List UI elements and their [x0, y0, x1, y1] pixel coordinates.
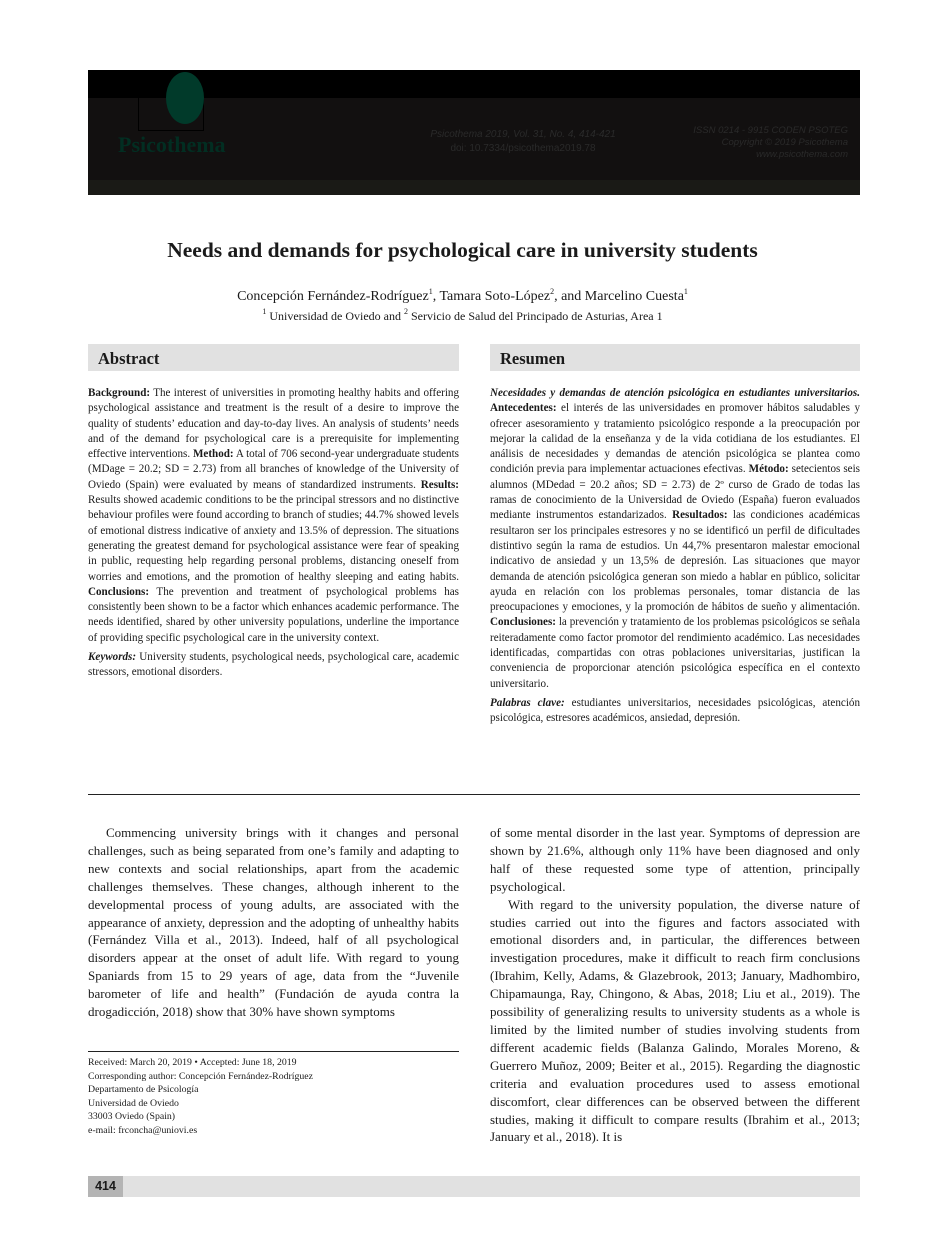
text: University students, psychological needs, psychological care, academic stressors, emotional disorders. — [88, 651, 459, 679]
text: las condiciones académicas resultaron ser los principales estresores y no se identificó un perfil de dificultades distintivo según la rama de estudios. Un 44,7% presentaron malestar emocional indicativo de ansiedad y un 13,5% de depresión. Las situaciones que mayor demanda de atención psicológica generan son miedo a hablar en público, solicitar ayuda en relación con los problemas personales, tomar distancia de las preocupaciones y emociones, y la promoción de hábitos de sueño y alimentación. — [490, 509, 860, 614]
page-footer-bar — [88, 1176, 860, 1197]
resumen-text — [490, 386, 860, 731]
text: Results showed academic conditions to be the principal stressors and no distinctive behaviour profiles were found according to branch of studies; 44.7% showed levels of emotional distress indicative of anxiety and 13.5% of depression. The situations generating the greatest demand for psychological assistance were fear of speaking in public, requesting help regarding personal problems, distancing oneself from worries and emotions, and the promotion of healthy sleeping and eating habits. — [88, 494, 459, 583]
footnote-line: Departamento de Psicología — [88, 1084, 199, 1096]
text: la prevención y tratamiento de los problemas psicológicos se señala reiteradamente como factor promotor del rendimiento académico. Las necesidades identificadas, compartidas con otras poblaciones universitarias, justifican la conveniencia de proporcionar atención psicológica específica en el contexto universitario. — [490, 616, 860, 690]
affil-mark: 1 — [683, 287, 688, 296]
keywords — [490, 696, 860, 727]
affiliation: Servicio de Salud del Principado de Asturias, Area 1 — [408, 309, 663, 323]
author: Concepción Fernández-Rodríguez — [237, 289, 429, 304]
label: Results: — [420, 478, 459, 491]
abstract-text — [88, 386, 459, 685]
author: , and Marcelino Cuesta — [554, 289, 684, 304]
authors — [0, 289, 925, 305]
label: Background: — [88, 387, 151, 399]
label: Method: — [192, 448, 234, 461]
article-title: Needs and demands for psychological care in university students — [167, 238, 758, 262]
header-bottom-band — [88, 180, 860, 195]
footnote-line: 33003 Oviedo (Spain) — [88, 1111, 176, 1123]
label: Conclusions: — [88, 585, 150, 598]
label: Keywords: — [88, 651, 137, 664]
affil-mark: 2 — [404, 307, 408, 316]
label: Palabras clave: — [490, 696, 565, 709]
journal-logo-text: Psicothema — [118, 132, 226, 157]
body-left-column — [88, 824, 459, 1021]
footnote — [88, 1056, 313, 1138]
text: el interés de las universidades en promover hábitos saludables y ofrecer asesoramiento y tratamiento psicológico responde a la preocupación por mejorar la calidad de la enseñanza y de la vida cotidiana de los estudiantes. El análisis de necesidades y demandas de atención psicológica se plantea como condición previa para implementar actuaciones efectivas. — [490, 402, 860, 476]
text: estudiantes universitarios, necesidades psicológicas, atención psicológica, estresores académicos, ansiedad, depresión. — [490, 696, 860, 725]
label: Antecedentes: — [490, 402, 557, 415]
footnote-line: Universidad de Oviedo — [88, 1097, 179, 1109]
citation: Psicothema 2019, Vol. 31, No. 4, 414-421 — [430, 129, 616, 140]
body-right-column — [490, 824, 860, 1146]
affil-mark: 1 — [262, 307, 267, 316]
text: The interest of universities in promoting healthy habits and offering psychological assistance and treatment is the result of a desire to improve the quality of students’ education and day-to-day lives. An analysis of students’ needs and of the demand for psychological care is a prerequisite for implementing effective interventions. — [88, 387, 459, 461]
author: , Tamara Soto-López — [432, 289, 551, 304]
affiliations — [0, 309, 925, 324]
footnote-line: Received: March 20, 2019 • Accepted: June 18, 2019 — [88, 1057, 297, 1068]
footnote-divider — [88, 1051, 459, 1052]
citation-block — [388, 128, 658, 156]
affiliation: Universidad de Oviedo and — [266, 309, 404, 323]
text: A total of 706 second-year undergraduate students (MDage = 20.2; SD = 2.73) from all branches of knowledge of the University of Oviedo (Spain) were evaluated by means of standardized instruments. — [88, 448, 460, 491]
paragraph: of some mental disorder in the last year. Symptoms of depression are shown by 21.6%, although only 11% have been diagnosed and only half of these requested some type of attention, principally psychological. — [490, 825, 860, 894]
issn: ISSN 0214 - 9915 CODEN PSOTEG — [693, 125, 848, 136]
affil-mark: 1 — [428, 287, 433, 296]
paragraph: Commencing university brings with it changes and personal challenges, such as being separated from one’s family and adapting to new contexts and social relationships, apart from the academic challenges themselves. These changes, although inherent to the developmental process of young adults, are associated with the appearance of anxiety, depression and the adopting of unhealthy habits (Fernández Villa et al., 2013). Indeed, half of all psychological disorders appear at the onset of adult life. With regard to young Spaniards from 15 to 29 years of age, data from the “Juvenile barometer of life and health” (Fundación de ayuda contra la drogadicción, 2018) show that 30% have shown symptoms — [88, 825, 459, 1020]
resumen-title: Necesidades y demandas de atención psicológica en estudiantes universitarios. — [490, 387, 860, 399]
resumen-heading: Resumen — [490, 344, 860, 371]
footnote-line: Corresponding author: Concepción Fernández-Rodríguez — [88, 1070, 313, 1082]
copyright: Copyright © 2019 Psicothema — [721, 137, 848, 148]
journal-info — [693, 125, 848, 161]
journal-header — [88, 70, 860, 195]
website[interactable]: www.psicothema.com — [756, 149, 848, 160]
label: Resultados: — [672, 509, 728, 522]
affil-mark: 2 — [550, 287, 555, 296]
text: setecientos seis alumnos (MDedad = 20.2 años; SD = 2.73) de 2º curso de Grado de todas las ramas de conocimiento de la Universidad de Oviedo (España) fueron evaluados mediante instrumentos estandarizados. — [490, 463, 860, 522]
label: Método: — [748, 463, 789, 476]
label: Conclusiones: — [490, 616, 556, 629]
doi[interactable]: doi: 10.7334/psicothema2019.78 — [450, 143, 596, 154]
section-divider — [88, 794, 860, 795]
abstract-heading: Abstract — [88, 344, 459, 371]
text: The prevention and treatment of psychological problems has consistently been shown to be a factor which enhances academic performance. The needs identified, shared by other university populations, underline the importance of providing specific psychological care in the university context. — [88, 585, 459, 644]
keywords — [88, 650, 459, 681]
page-number: 414 — [88, 1176, 123, 1197]
footnote-email[interactable]: e-mail: frconcha@uniovi.es — [88, 1124, 198, 1136]
journal-logo-icon — [166, 72, 204, 124]
paragraph: With regard to the university population, the diverse nature of studies carried out into the figures and factors associated with emotional disorders and, in particular, the differences between investigation procedures, make it difficult to reach firm conclusions (Ibrahim, Kelly, Adams, & Glazebrook, 2013; January, Madhombiro, Chipamaunga, Ray, Chingono, & Abas, 2018; Liu et al., 2019). The possibility of generalizing results to university students as a whole is limited by the limited number of studies involving students from different academic fields (Balanza Galindo, Morales Moreno, & Guerrero Muñoz, 2009; Beiter et al., 2015). Regarding the diagnostic criteria and evaluation procedures used to assess emotional discomfort, clear differences can be observed between the different studies, making it difficult to compare results (Ibrahim et al., 2013; January et al., 2018). It is — [490, 896, 860, 1145]
